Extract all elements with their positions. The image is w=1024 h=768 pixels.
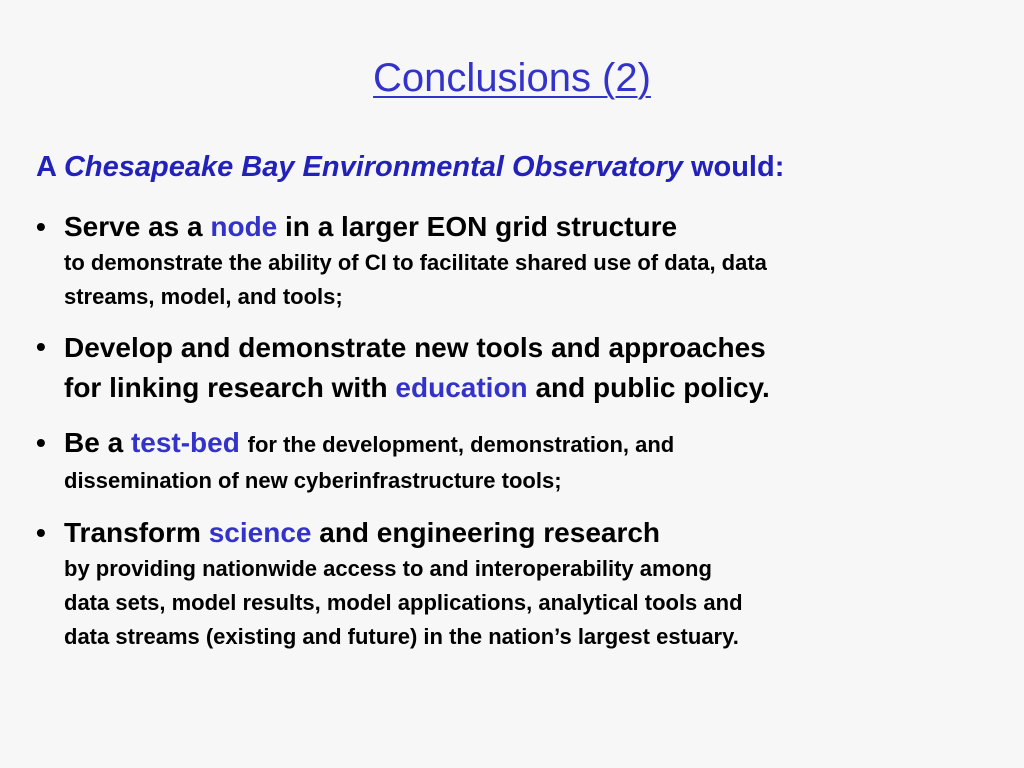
bullet-list — [36, 208, 1006, 654]
intro-prefix: A — [36, 151, 56, 183]
bullet-highlight: test-bed — [130, 427, 240, 458]
bullet-heading — [64, 514, 1006, 552]
bullet-text: for linking research with — [64, 372, 388, 403]
bullet-highlight: education — [395, 372, 528, 403]
bullet-subtext: data sets, model results, model applications, analytical tools and — [64, 590, 743, 615]
slide-intro — [36, 149, 784, 185]
bullet-item-science — [36, 514, 1006, 654]
bullet-subtext: by providing nationwide access to and interoperability among — [64, 556, 712, 581]
bullet-dot: • — [36, 211, 46, 242]
bullet-item-node — [36, 208, 1006, 314]
bullet-text: Transform — [64, 517, 201, 548]
bullet-dot: • — [36, 517, 46, 548]
bullet-dot: • — [36, 427, 46, 458]
bullet-text: and public policy. — [535, 372, 770, 403]
bullet-text: and engineering research — [319, 517, 661, 548]
bullet-text: in a larger EON grid structure — [285, 211, 678, 242]
bullet-heading — [64, 424, 1006, 464]
bullet-subtext: dissemination of new cyberinfrastructure tools; — [64, 468, 562, 493]
bullet-highlight: node — [210, 211, 278, 242]
bullet-subtext: data streams (existing and future) in the nation’s largest estuary. — [64, 624, 739, 649]
bullet-subtext: to demonstrate the ability of CI to facilitate shared use of data, data — [64, 250, 767, 275]
bullet-text: Serve as a — [64, 211, 203, 242]
bullet-heading-line2 — [64, 368, 1006, 408]
bullet-item-education — [36, 328, 1006, 408]
bullet-highlight: science — [208, 517, 312, 548]
bullet-dot: • — [36, 331, 46, 362]
bullet-inline-subtext: for the development, demonstration, and — [247, 432, 675, 457]
bullet-subtext: streams, model, and tools; — [64, 284, 343, 309]
bullet-text: Be a — [64, 427, 124, 458]
bullet-item-test-bed — [36, 424, 1006, 498]
bullet-heading: Develop and demonstrate new tools and approaches — [64, 332, 766, 363]
slide-title: Conclusions (2) — [373, 56, 651, 100]
intro-suffix: would: — [690, 151, 785, 183]
intro-emphasis: Chesapeake Bay Environmental Observatory — [63, 151, 683, 183]
bullet-heading — [64, 208, 1006, 246]
